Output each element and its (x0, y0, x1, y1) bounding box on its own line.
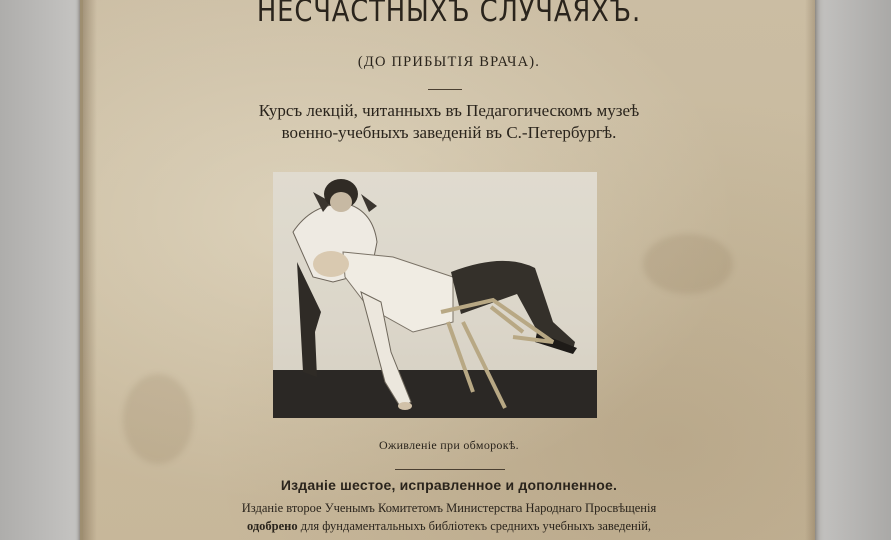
approval-bold-word: одобрено (246, 519, 298, 533)
book-subtitle: (ДО ПРИБЫТІЯ ВРАЧА). (357, 54, 541, 70)
book-cover-page (80, 0, 815, 540)
course-description-line-1: Курсъ лекцій, читанныхъ въ Педагогическомъ музеѣ (258, 101, 640, 120)
illustration-drawing (273, 172, 597, 418)
approval-line-1: Изданіе второе Ученымъ Комитетомъ Министерства Народнаго Просвѣщенія (241, 501, 657, 515)
approval-line-2 (83, 519, 815, 534)
divider-rule (395, 469, 505, 470)
approval-line-2-text: для фундаментальныхъ библіотекъ среднихъ учебныхъ заведеній, (297, 519, 652, 533)
divider-rule (428, 89, 462, 90)
floor (273, 370, 597, 418)
course-description-line-2: военно-учебныхъ заведеній въ С.-Петербургѣ. (281, 123, 617, 142)
edition-note: Изданіе шестое, исправленное и дополненное. (280, 477, 618, 493)
paper-stain (643, 234, 733, 294)
illustration-photo (273, 172, 597, 418)
patient-head (313, 251, 349, 277)
illustration-caption: Оживленіе при обморокѣ. (379, 438, 519, 452)
book-title: НЕСЧАСТНЫХЪ СЛУЧАЯХЪ. (256, 0, 642, 29)
